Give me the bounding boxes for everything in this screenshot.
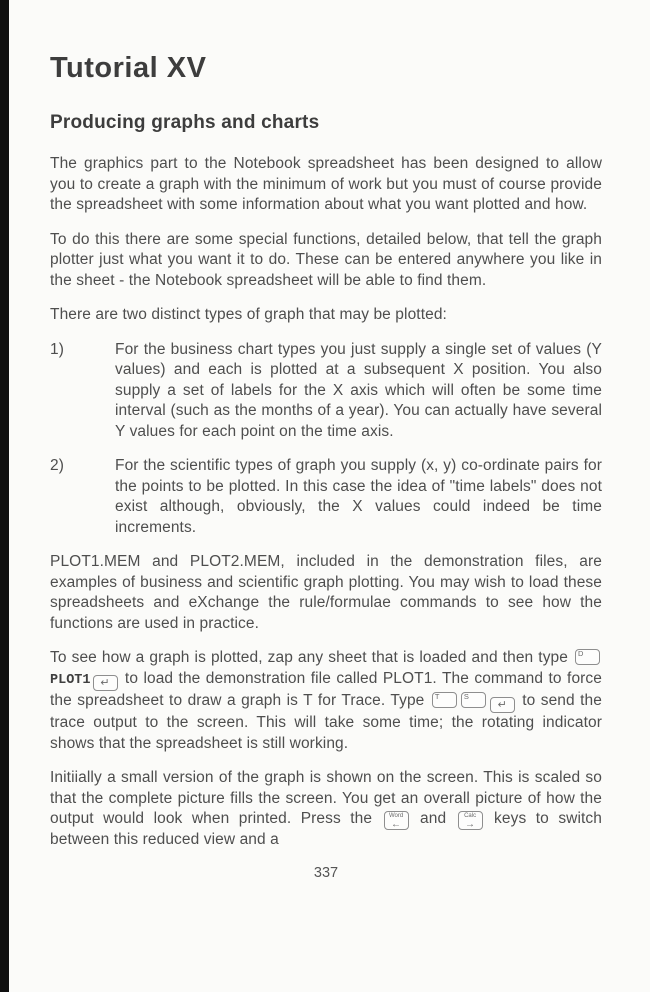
section-heading: Producing graphs and charts — [50, 112, 320, 133]
page-number: 337 — [313, 864, 339, 881]
d-key-icon — [575, 649, 600, 665]
paragraph: PLOT1.MEM and PLOT2.MEM, included in the demonstration files, are examples of business and scientific graph plotting. You may wish to load these spreadsheets and eXchange the rule/formulae commands to see how the functions are used in practice. — [50, 553, 602, 632]
key-glyph: ↵ — [497, 699, 507, 711]
list-item: 1) For the business chart types you just supply a single set of values (Y values) and each is plotted at a subsequent X position. You also supply a set of labels for the X axis which will often be some time interval (such as the months of a year). You can actually have several Y values for each point on the time axis. — [50, 340, 602, 440]
calc-right-key-icon — [458, 811, 483, 830]
enter-key-icon — [490, 697, 515, 713]
document-body — [50, 154, 602, 851]
key-label: T — [434, 692, 440, 701]
paragraph: There are two distinct types of graph that may be plotted: — [50, 306, 447, 323]
enter-key-icon — [93, 675, 118, 691]
list-marker: 1) — [50, 340, 64, 358]
paragraph: To do this there are some special functions, detailed below, that tell the graph plotter just what you want it to do. These can be entered anywhere you like in the sheet - the Notebook spreadsheet will be able to find them. — [50, 230, 602, 289]
key-label: D — [578, 649, 584, 658]
key-label: Calc — [464, 813, 477, 819]
key-glyph: ↵ — [100, 676, 110, 689]
page-title: Tutorial XV — [50, 52, 207, 84]
list-marker: 2) — [50, 457, 64, 474]
t-key-icon — [432, 692, 457, 708]
paragraph: Initiially a small version of the graph is shown on the screen. This is scaled so that the complete picture fills the screen. You get an overall picture of how the output would look when printed. Press the Word ← and Calc → keys to switch between this reduced view and a — [50, 769, 602, 848]
word-left-key-icon — [384, 811, 409, 830]
key-label: Word — [388, 813, 404, 819]
paragraph: The graphics part to the Notebook spreadsheet has been designed to allow you to create a graph with the minimum of work but you must of course provide the spreadsheet with some information about what you want plotted and how. — [50, 155, 602, 213]
arrow-glyph: → — [465, 819, 476, 830]
list-item: 2) For the scientific types of graph you supply (x, y) co-ordinate pairs for the points to be plotted. In this case the idea of "time labels" does not exist although, obviously, the X values could indeed be time increments. — [50, 457, 602, 536]
key-label: S — [463, 692, 469, 701]
paragraph: To see how a graph is plotted, zap any sheet that is loaded and then type D PLOT1 ↵ to load the demonstration file called PLOT1. The command to force the spreadsheet to draw a graph is T for Trace. Type T S ↵ to send the trace output to the screen. This will take some time; the rotating indicator shows that the spreadsheet is still working. — [50, 649, 602, 752]
inline-code: PLOT1 — [50, 672, 91, 688]
s-key-icon — [461, 692, 486, 708]
arrow-glyph: ← — [391, 819, 402, 830]
